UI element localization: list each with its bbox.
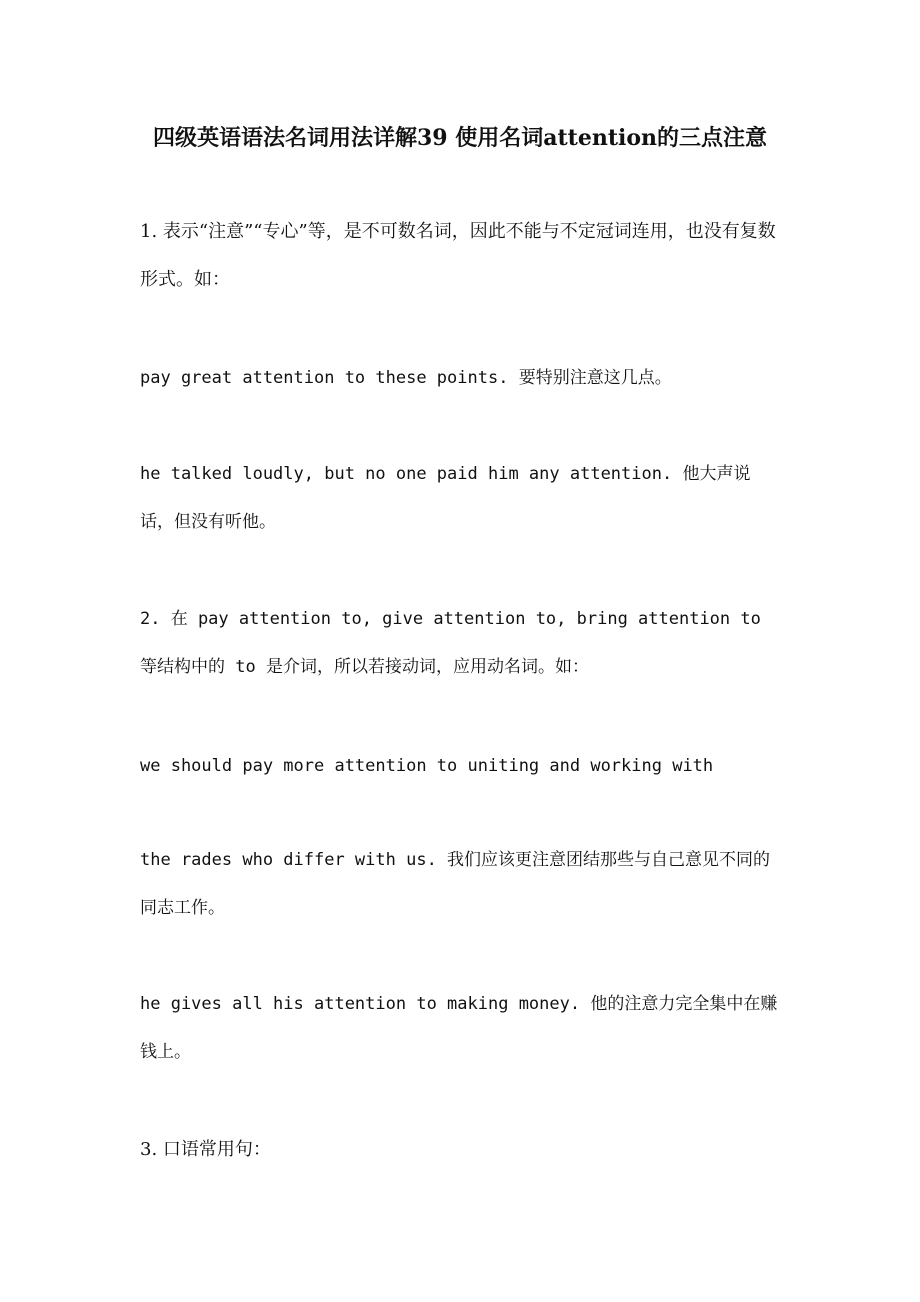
paragraph-example-2: he talked loudly, but no one paid him any attention. 他大声说话，但没有听他。 <box>140 464 751 532</box>
paragraph-example-4: the rades who differ with us. 我们应该更注意团结那些与自己意见不同的同志工作。 <box>140 850 771 918</box>
paragraph-rule-1: 1. 表示“注意”“专心”等，是不可数名词，因此不能与不定冠词连用，也没有复数形式。如： <box>140 221 776 290</box>
paragraph-example-5: he gives all his attention to making money. 他的注意力完全集中在赚钱上。 <box>140 994 778 1062</box>
paragraph-rule-2: 2. 在 pay attention to, give attention to, bring attention to 等结构中的 to 是介词，所以若接动词，应用动名词。如： <box>140 609 761 677</box>
paragraph-rule-3: 3. 口语常用句： <box>140 1139 271 1160</box>
paragraph-example-3: we should pay more attention to uniting and working with <box>140 756 714 776</box>
paragraph-example-1: pay great attention to these points. 要特别注意这几点。 <box>140 368 672 388</box>
document-title: 四级英语语法名词用法详解39 使用名词attention的三点注意 <box>152 125 768 151</box>
